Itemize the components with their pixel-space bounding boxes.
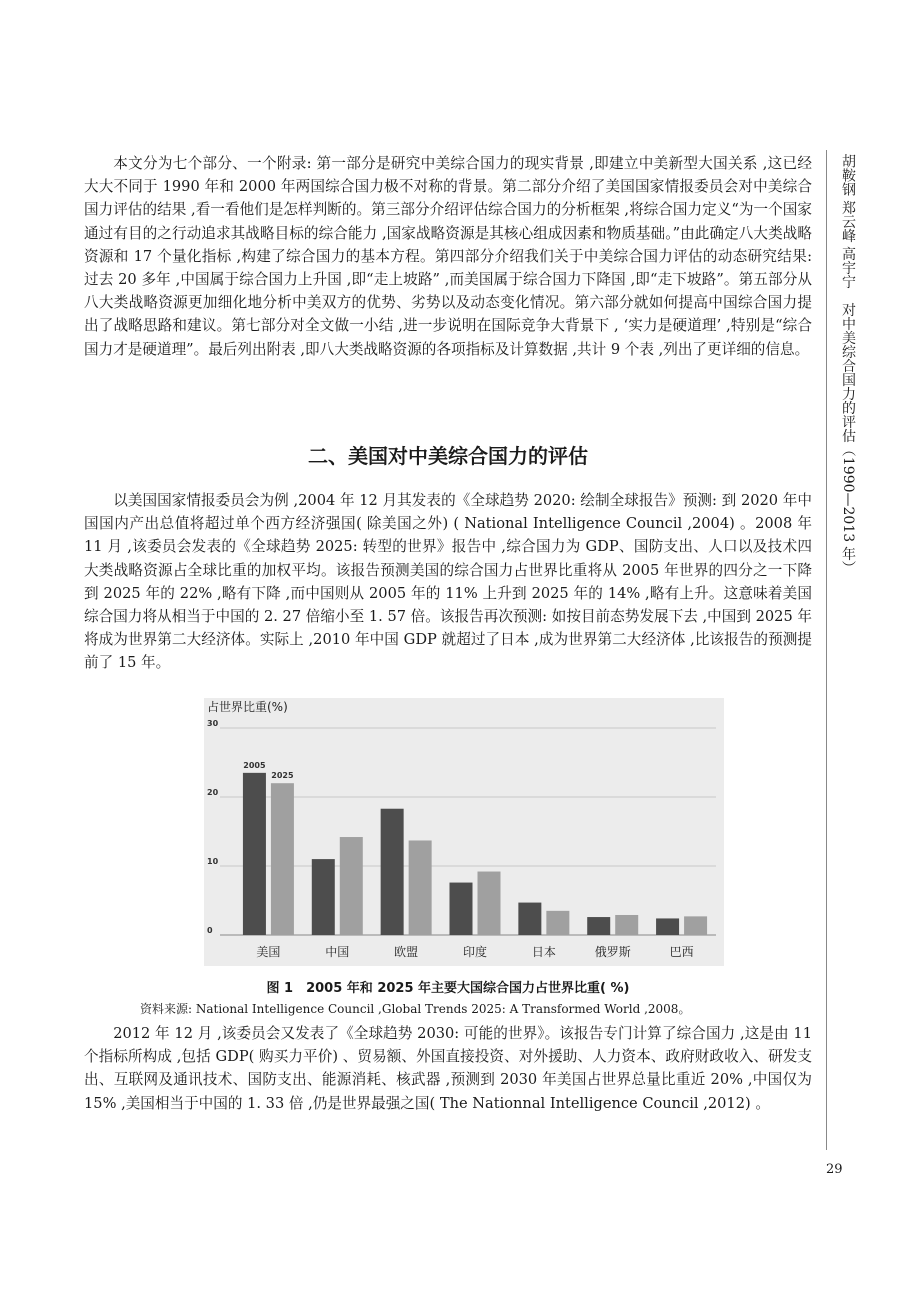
series-label-2005: 2005 — [243, 760, 266, 770]
bar-2025 — [340, 837, 363, 935]
bar-2025 — [478, 872, 501, 935]
assessment-paragraph: 以美国国家情报委员会为例 ,2004 年 12 月其发表的《全球趋势 2020: 绘制全球报告》预测: 到 2020 年中国国内产出总值将超过单个西方经济强国( 除美国之外) ( National Intelligence Council ,2004) 。2008 年 11 月 ,该委员会发表的《全球趋势 2025: 转型的世界》报告中 ,综合国力为 GDP、国防支出、人口以及技术四大类战略资源占全球比重的加权平均。该报告预测美国的综合国力占世界比重将从 2005 年世界的四分之一下降到 2025 年的 22% ,略有下降 ,而中国则从 2005 年的 11% 上升到 2025 年的 14% ,略有上升。这意味着美国综合国力将从相当于中国的 2. 27 倍缩小至 1. 57 倍。该报告再次预测: 如按目前态势发展下去 ,中国到 2025 年将成为世界第二大经济体。实际上 ,2010 年中国 GDP 就超过了日本 ,成为世界第二大经济体 ,比该报告的预测提前了 15 年。 — [84, 492, 812, 672]
x-tick-label: 欧盟 — [394, 945, 419, 959]
bar-chart — [204, 698, 724, 966]
bar-2005 — [518, 903, 541, 935]
x-tick-label: 俄罗斯 — [594, 945, 631, 959]
section-heading: 二、美国对中美综合国力的评估 — [308, 444, 588, 468]
x-tick-label: 美国 — [256, 945, 281, 959]
y-tick-label: 20 — [207, 788, 219, 797]
bar-2025 — [409, 840, 432, 935]
series-label-2025: 2025 — [271, 771, 294, 781]
x-tick-label: 印度 — [462, 945, 488, 959]
bar-2005 — [381, 809, 404, 935]
bar-2025 — [615, 915, 638, 935]
x-tick-label: 巴西 — [669, 945, 694, 959]
figure-source: 资料来源: National Intelligence Council ,Global Trends 2025: A Transformed World ,2008。 — [140, 1002, 691, 1016]
bar-2005 — [243, 773, 266, 935]
bar-2025 — [271, 783, 294, 935]
running-header-sidebar — [826, 150, 869, 1150]
y-axis-label: 占世界比重(%) — [207, 700, 288, 714]
bar-2005 — [656, 918, 679, 935]
y-tick-label: 10 — [207, 857, 219, 866]
trends-2030-paragraph: 2012 年 12 月 ,该委员会又发表了《全球趋势 2030: 可能的世界》。该报告专门计算了综合国力 ,这是由 11 个指标所构成 ,包括 GDP( 购买力平价) 、贸易额、外国直接投资、对外援助、人力资本、政府财政收入、研发支出、互联网及通讯技术、国防支出、能源消耗、核武器 ,预测到 2030 年美国占世界总量比重近 20% ,中国仅为 15% ,美国相当于中国的 1. 33 倍 ,仍是世界最强之国( The Nationnal Intelligence Council ,2012) 。 — [84, 1025, 812, 1112]
y-tick-label: 30 — [207, 719, 219, 728]
running-header-text: 胡鞍钢 郑云峰 高宇宁 对中美综合国力的评估（1990—2013 年） — [840, 154, 856, 575]
x-tick-label: 日本 — [531, 945, 556, 959]
figure-caption: 图 1 2005 年和 2025 年主要大国综合国力占世界比重( %) — [266, 981, 630, 996]
y-tick-label: 0 — [207, 926, 213, 935]
bar-2025 — [684, 916, 707, 935]
page-number: 29 — [826, 1162, 843, 1177]
bar-2025 — [546, 911, 569, 935]
bar-2005 — [312, 859, 335, 935]
bar-2005 — [450, 883, 473, 935]
x-tick-label: 中国 — [325, 945, 350, 959]
bar-2005 — [587, 917, 610, 935]
intro-paragraph: 本文分为七个部分、一个附录: 第一部分是研究中美综合国力的现实背景 ,即建立中美新型大国关系 ,这已经大大不同于 1990 年和 2000 年两国综合国力极不对称的背景。第二部分介绍了美国国家情报委员会对中美综合国力评估的结果 ,看一看他们是怎样判断的。第三部分介绍评估综合国力的分析框架 ,将综合国力定义“为一个国家通过有目的之行动追求其战略目标的综合能力 ,国家战略资源是其核心组成因素和物质基础。”由此确定八大类战略资源和 17 个量化指标 ,构建了综合国力的基本方程。第四部分介绍我们关于中美综合国力评估的动态研究结果: 过去 20 多年 ,中国属于综合国力上升国 ,即“走上坡路” ,而美国属于综合国力下降国 ,即“走下坡路”。第五部分从八大类战略资源更加细化地分析中美双方的优势、劣势以及动态变化情况。第六部分就如何提高中国综合国力提出了战略思路和建议。第七部分对全文做一小结 ,进一步说明在国际竞争大背景下 , ‘实力是硬道理’ ,特别是“综合国力才是硬道理”。最后列出附表 ,即八大类战略资源的各项指标及计算数据 ,共计 9 个表 ,列出了更详细的信息。 — [84, 155, 812, 358]
figure-1 — [204, 698, 724, 970]
